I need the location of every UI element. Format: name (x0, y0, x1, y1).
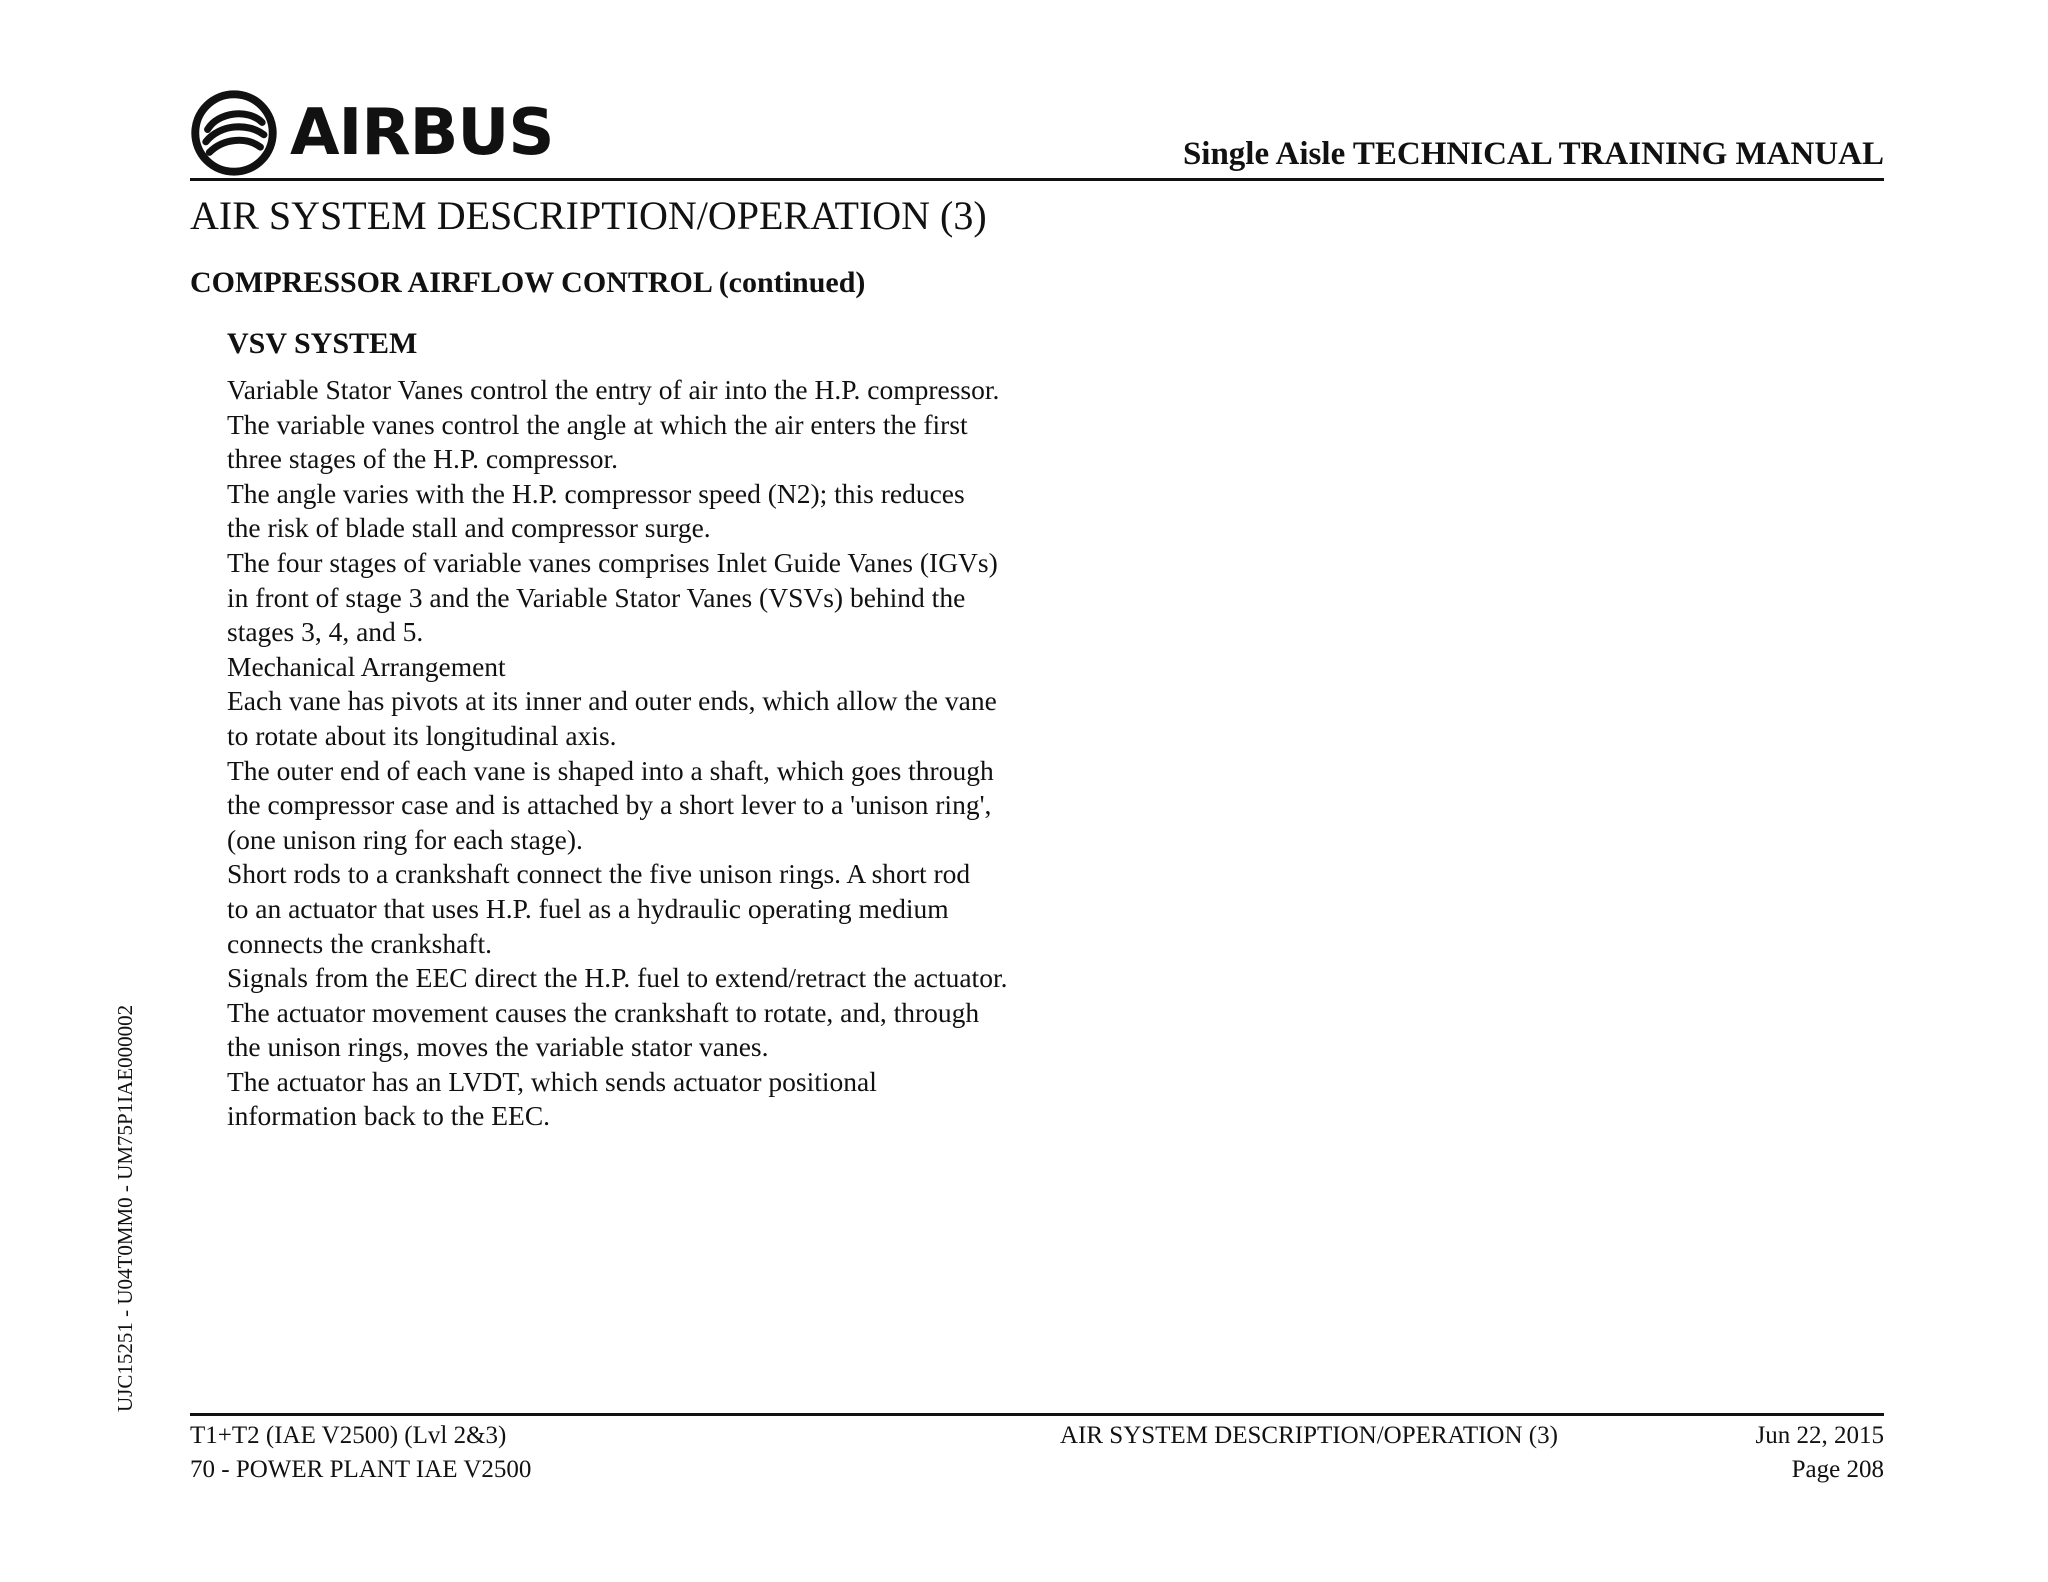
body-line: the risk of blade stall and compressor surge. (227, 512, 711, 544)
footer-course: T1+T2 (IAE V2500) (Lvl 2&3) (190, 1422, 507, 1449)
subsection-title: VSV SYSTEM (227, 327, 418, 360)
manual-title: Single Aisle TECHNICAL TRAINING MANUAL (1182, 136, 1884, 172)
body-line: stages 3, 4, and 5. (227, 616, 424, 648)
body-line: The variable vanes control the angle at which the air enters the first (227, 408, 968, 440)
brand-wordmark: AIRBUS (290, 96, 554, 170)
body-line: Mechanical Arrangement (227, 650, 506, 682)
body-line: Signals from the EEC direct the H.P. fuel to extend/retract the actuator. (227, 962, 1008, 994)
body-line: Variable Stator Vanes control the entry of air into the H.P. compressor. (227, 374, 1000, 405)
body-line: The outer end of each vane is shaped into a shaft, which goes through (227, 754, 994, 786)
section-title: COMPRESSOR AIRFLOW CONTROL (continued) (190, 266, 866, 299)
footer-right (1756, 1419, 1884, 1487)
body-line: in front of stage 3 and the Variable Stator Vanes (VSVs) behind the (227, 581, 966, 613)
airbus-logo (190, 88, 553, 178)
body-line: (one unison ring for each stage). (227, 823, 583, 855)
footer-center: AIR SYSTEM DESCRIPTION/OPERATION (3) (1060, 1422, 1558, 1449)
airbus-emblem-icon (190, 89, 278, 177)
body-line: information back to the EEC. (227, 1100, 551, 1132)
body-line: The four stages of variable vanes comprises Inlet Guide Vanes (IGVs) (227, 546, 998, 578)
body-line: to an actuator that uses H.P. fuel as a hydraulic operating medium (227, 892, 949, 924)
body-text (227, 373, 1057, 1134)
body-line: three stages of the H.P. compressor. (227, 443, 619, 475)
document-code: UJC15251 - U04T0MM0 - UM75P1IAE000002 (113, 1004, 137, 1412)
body-line: to rotate about its longitudinal axis. (227, 719, 617, 751)
body-line: The actuator has an LVDT, which sends actuator positional (227, 1065, 877, 1097)
footer-chapter: 70 - POWER PLANT IAE V2500 (190, 1456, 532, 1483)
body-line: The angle varies with the H.P. compressor speed (N2); this reduces (227, 477, 965, 509)
body-line: Each vane has pivots at its inner and outer ends, which allow the vane (227, 685, 997, 717)
header-divider (190, 178, 1884, 181)
page-title: AIR SYSTEM DESCRIPTION/OPERATION (3) (190, 193, 987, 238)
footer-page-number: Page 208 (1791, 1456, 1884, 1483)
body-line: the compressor case and is attached by a short lever to a 'unison ring', (227, 789, 992, 821)
footer-date: Jun 22, 2015 (1755, 1422, 1884, 1449)
body-line: Short rods to a crankshaft connect the five unison rings. A short rod (227, 858, 971, 890)
footer-left (190, 1419, 531, 1487)
body-line: The actuator movement causes the crankshaft to rotate, and, through (227, 996, 980, 1028)
footer-divider (190, 1413, 1884, 1416)
body-line: connects the crankshaft. (227, 927, 492, 959)
body-line: the unison rings, moves the variable stator vanes. (227, 1031, 769, 1063)
